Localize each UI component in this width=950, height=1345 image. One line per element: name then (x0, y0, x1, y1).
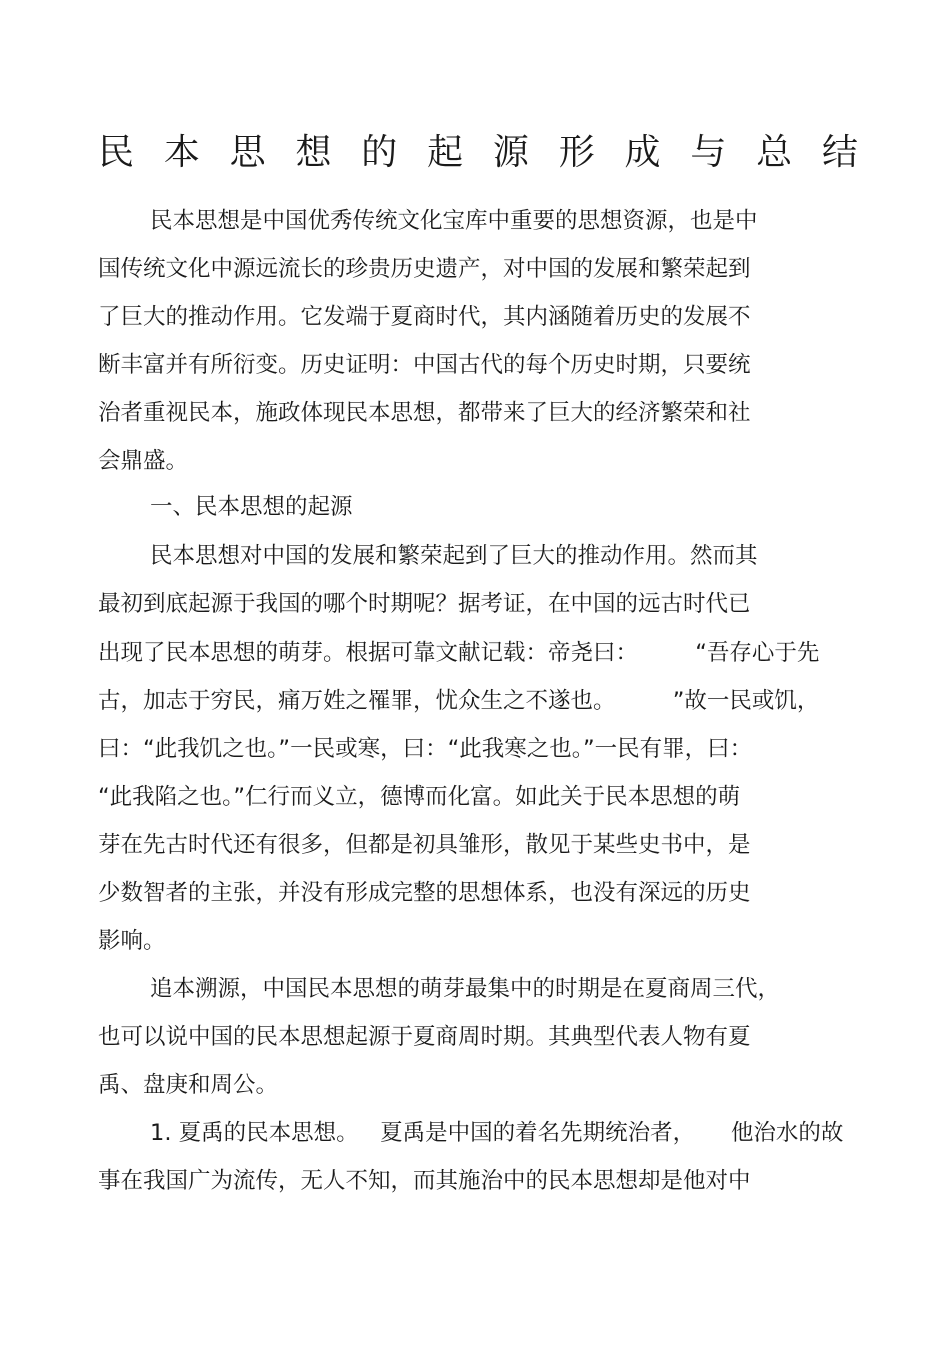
title-char: 形 (558, 132, 595, 173)
title-char: 民 (98, 132, 135, 173)
text-line: 民本思想对中国的发展和繁荣起到了巨大的推动作用。然而其 (150, 543, 758, 569)
text-line: 少数智者的主张，并没有形成完整的思想体系，也没有深远的历史 (98, 880, 751, 906)
title-char: 的 (361, 132, 398, 173)
document-title (98, 128, 858, 178)
title-char: 起 (427, 132, 464, 173)
section-heading: 一、民本思想的起源 (150, 494, 353, 520)
text-line: 了巨大的推动作用。它发端于夏商时代，其内涵随着历史的发展不 (98, 304, 751, 330)
text-line: 曰：“此我饥之也。”一民或寒，曰：“此我寒之也。”一民有罪，曰： (98, 736, 753, 762)
text-line: 禹、盘庚和周公。 (98, 1072, 279, 1098)
text-line: 会鼎盛。 (98, 448, 189, 474)
text-line: 1. 夏禹的民本思想。 夏禹是中国的着名先期统治者， 他治水的故 (150, 1120, 844, 1146)
text-line: 民本思想是中国优秀传统文化宝库中重要的思想资源，也是中 (150, 208, 758, 234)
text-line: 最初到底起源于我国的哪个时期呢？据考证，在中国的远古时代已 (98, 591, 751, 617)
title-char: 源 (492, 132, 529, 173)
text-line: 断丰富并有所衍变。历史证明：中国古代的每个历史时期，只要统 (98, 352, 751, 378)
text-line: 治者重视民本，施政体现民本思想，都带来了巨大的经济繁荣和社 (98, 400, 751, 426)
text-line: “此我陷之也。”仁行而义立，德博而化富。如此关于民本思想的萌 (98, 784, 741, 810)
title-char: 与 (690, 132, 727, 173)
text-line: 芽在先古时代还有很多，但都是初具雏形，散见于某些史书中，是 (98, 832, 751, 858)
title-char: 结 (821, 132, 858, 173)
title-char: 本 (163, 132, 200, 173)
text-line: 国传统文化中源远流长的珍贵历史遗产，对中国的发展和繁荣起到 (98, 256, 751, 282)
title-char: 总 (756, 132, 793, 173)
text-line: 也可以说中国的民本思想起源于夏商周时期。其典型代表人物有夏 (98, 1024, 751, 1050)
title-char: 思 (229, 132, 266, 173)
text-line: 追本溯源，中国民本思想的萌芽最集中的时期是在夏商周三代， (150, 976, 781, 1002)
title-char: 想 (295, 132, 332, 173)
title-char: 成 (624, 132, 661, 173)
text-line: 古，加志于穷民，痛万姓之罹罪，忧众生之不遂也。 ”故一民或饥， (98, 688, 820, 714)
text-line: 出现了民本思想的萌芽。根据可靠文献记载：帝尧曰： “吾存心于先 (98, 640, 820, 666)
text-line: 事在我国广为流传，无人不知，而其施治中的民本思想却是他对中 (98, 1168, 751, 1194)
text-line: 影响。 (98, 928, 166, 954)
